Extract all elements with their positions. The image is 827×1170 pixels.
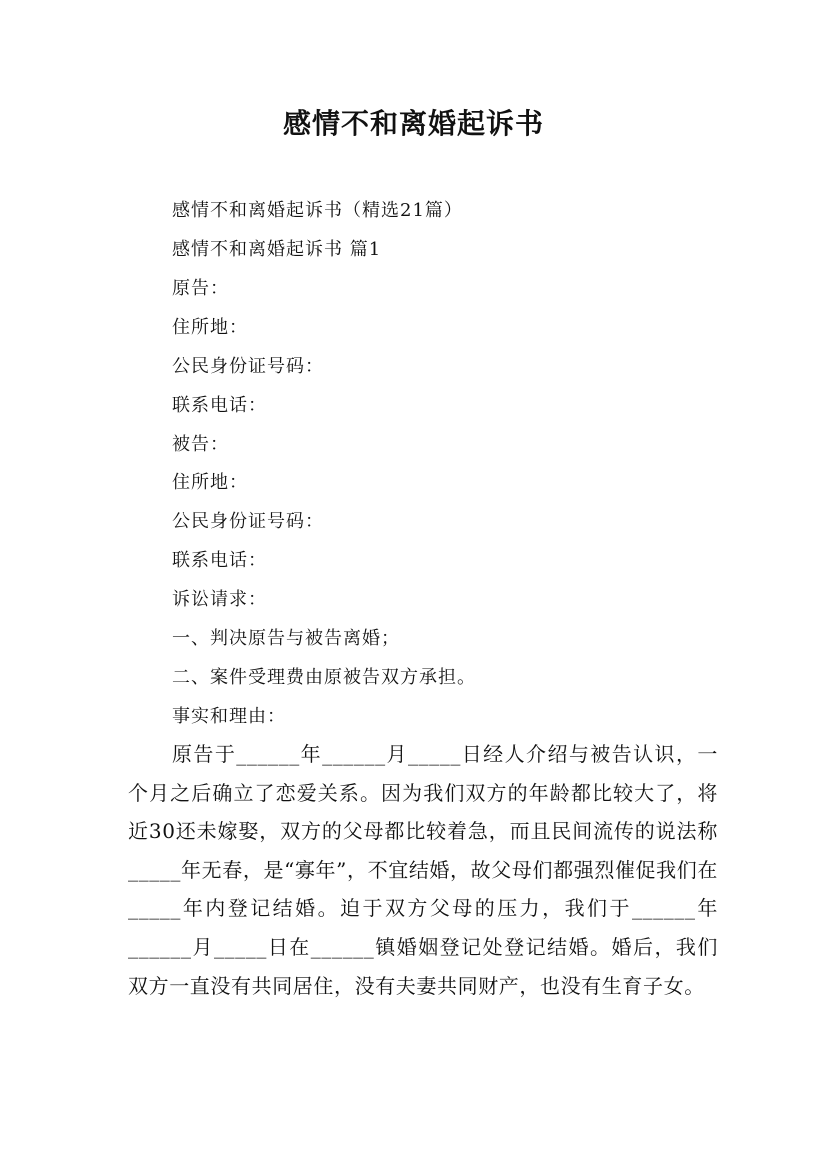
plaintiff-phone-label: 联系电话： bbox=[172, 395, 267, 416]
defendant-phone-label: 联系电话： bbox=[172, 550, 267, 571]
facts-label: 事实和理由： bbox=[172, 706, 286, 727]
plaintiff-address-label: 住所地： bbox=[172, 317, 248, 338]
plaintiff-id-label: 公民身份证号码： bbox=[172, 356, 324, 377]
section-heading: 感情不和离婚起诉书 篇1 bbox=[172, 239, 382, 260]
document-title: 感情不和离婚起诉书 bbox=[282, 107, 544, 140]
claims-label: 诉讼请求： bbox=[172, 589, 267, 610]
defendant-address-label: 住所地： bbox=[172, 472, 248, 493]
plaintiff-label: 原告： bbox=[172, 278, 229, 299]
defendant-label: 被告： bbox=[172, 434, 229, 455]
claim-item-1: 一、判决原告与被告离婚； bbox=[172, 628, 400, 649]
collection-heading: 感情不和离婚起诉书（精选21篇） bbox=[172, 200, 463, 221]
claim-item-2: 二、案件受理费由原被告双方承担。 bbox=[172, 667, 476, 688]
facts-paragraph: 原告于______年______月_____日经人介绍与被告认识，一个月之后确立了恋爱关系。因为我们双方的年龄都比较大了，将近30还未嫁娶，双方的父母都比较着急，而且民间流传的说法称_____年无春，是“寡年”，不宜结婚，故父母们都强烈催促我们在_____年内登记结婚。迫于双方父母的压力，我们于______年______月_____日在______镇婚姻登记处登记结婚。婚后，我们双方一直没有共同居住，没有夫妻共同财产，也没有生育子女。 bbox=[128, 742, 718, 998]
defendant-id-label: 公民身份证号码： bbox=[172, 511, 324, 532]
